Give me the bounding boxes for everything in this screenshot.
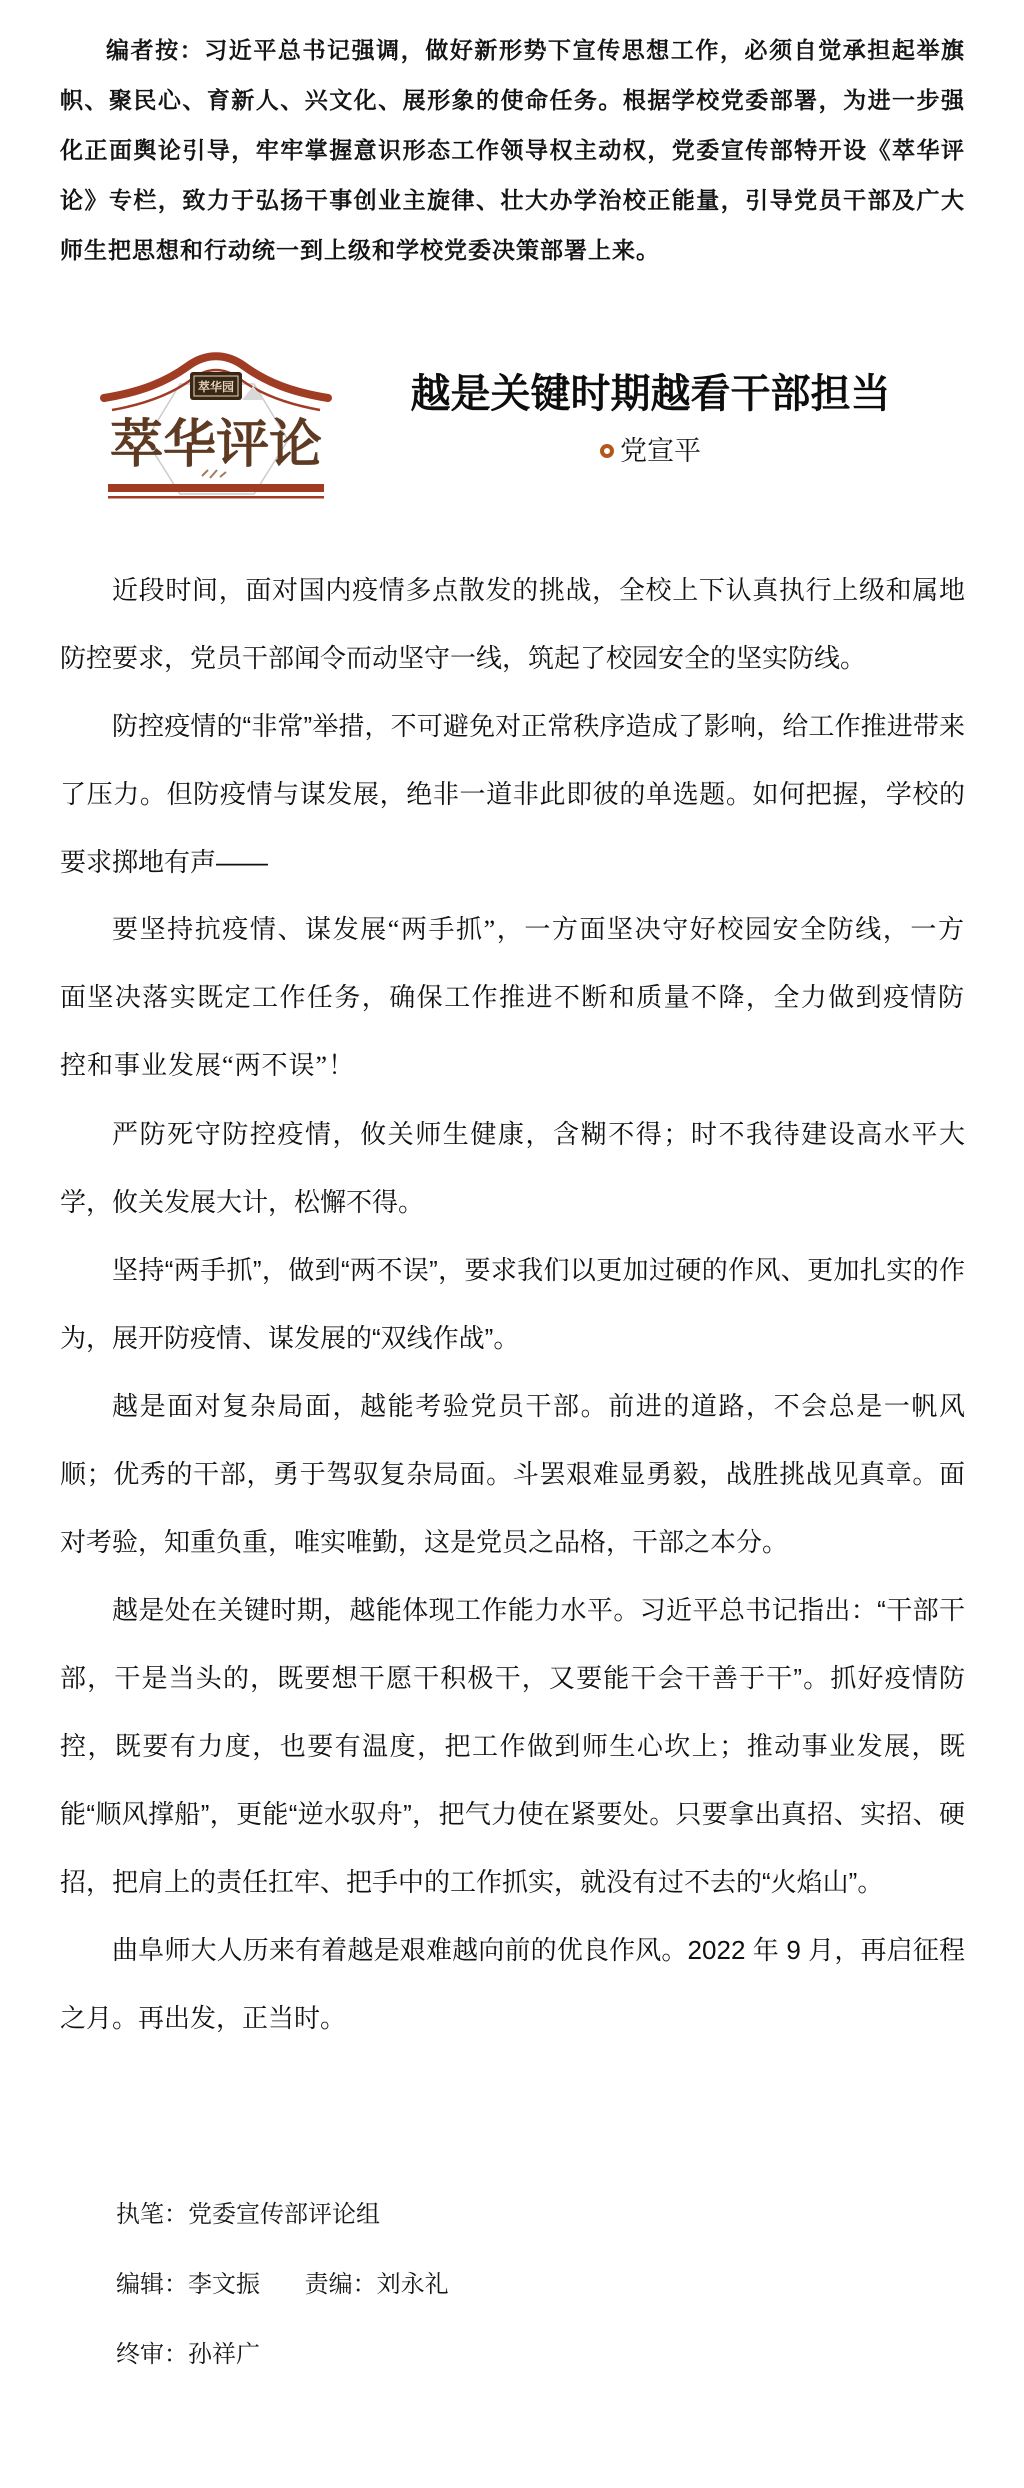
- article-paragraph: 曲阜师大人历来有着越是艰难越向前的优良作风。2022 年 9 月，再启征程之月。再出发，正当时。: [60, 1935, 965, 2033]
- credits: [116, 2180, 965, 2390]
- page-title: 越是关键时期越看干部担当: [410, 371, 891, 416]
- article-paragraph-emphasis: 要坚持抗疫情、谋发展“两手抓”，一方面坚决守好校园安全防线，一方面坚决落实既定工作任务，确保工作推进不断和质量不降，全力做到疫情防控和事业发展“两不误”！: [60, 915, 965, 1080]
- title-block: [336, 344, 965, 466]
- cuihua-review-logo-image: [96, 344, 336, 504]
- article-paragraph: 越是面对复杂局面，越能考验党员干部。前进的道路，不会总是一帆风顺；优秀的干部，勇于驾驭复杂局面。斗罢艰难显勇毅，战胜挑战见真章。面对考验，知重负重，唯实唯勤，这是党员之品格，干部之本分。: [60, 1391, 965, 1557]
- article-paragraph: 坚持“两手抓”，做到“两不误”，要求我们以更加过硬的作风、更加扎实的作为，展开防疫情、谋发展的“双线作战”。: [60, 1255, 965, 1353]
- author-name: 党宣平: [620, 436, 701, 466]
- editor-note: 编者按：习近平总书记强调，做好新形势下宣传思想工作，必须自觉承担起举旗帜、聚民心、育新人、兴文化、展形象的使命任务。根据学校党委部署，为进一步强化正面舆论引导，牢牢掌握意识形态工作领导权主动权，党委宣传部特开设《萃华评论》专栏，致力于弘扬干事创业主旋律、壮大办学治校正能量，引导党员干部及广大师生把思想和行动统一到上级和学校党委决策部署上来。: [60, 38, 965, 263]
- author-bullet-icon: [600, 444, 614, 458]
- credit-writer-text: 执笔：党委宣传部评论组: [116, 2201, 380, 2228]
- credit-responsible-editor-text: 责编：刘永礼: [304, 2271, 449, 2298]
- credit-editor-text: 编辑：李文振: [116, 2271, 260, 2298]
- logo-brand-text: 萃华评论: [110, 417, 319, 474]
- article-body: [60, 556, 965, 2052]
- logo-bottom-line: [108, 496, 324, 499]
- logo-plaque-text: 萃华园: [197, 380, 235, 394]
- credit-editors: [116, 2250, 965, 2320]
- credit-writer: [116, 2180, 965, 2250]
- credit-final-reviewer-text: 终审：孙祥广: [116, 2341, 260, 2368]
- credit-final-reviewer: [116, 2320, 965, 2390]
- article-header: [60, 344, 965, 504]
- article-paragraph: 越是处在关键时期，越能体现工作能力水平。习近平总书记指出：“干部干部，干是当头的，既要想干愿干积极干，又要能干会干善于干”。抓好疫情防控，既要有力度，也要有温度，把工作做到师生心坎上；推动事业发展，既能“顺风撑船”，更能“逆水驭舟”，把气力使在紧要处。只要拿出真招、实招、硬招，把肩上的责任扛牢、把手中的工作抓实，就没有过不去的“火焰山”。: [60, 1595, 965, 1897]
- article-paragraph: 严防死守防控疫情，攸关师生健康，含糊不得；时不我待建设高水平大学，攸关发展大计，松懈不得。: [60, 1119, 965, 1217]
- cuihua-review-logo: [96, 344, 336, 504]
- article-paragraph: 近段时间，面对国内疫情多点散发的挑战，全校上下认真执行上级和属地防控要求，党员干部闻令而动坚守一线，筑起了校园安全的坚实防线。: [60, 575, 965, 673]
- author-line: [336, 436, 965, 466]
- logo-bottom-bar: [108, 484, 324, 492]
- article-paragraph: 防控疫情的“非常”举措，不可避免对正常秩序造成了影响，给工作推进带来了压力。但防疫情与谋发展，绝非一道非此即彼的单选题。如何把握，学校的要求掷地有声——: [60, 711, 965, 877]
